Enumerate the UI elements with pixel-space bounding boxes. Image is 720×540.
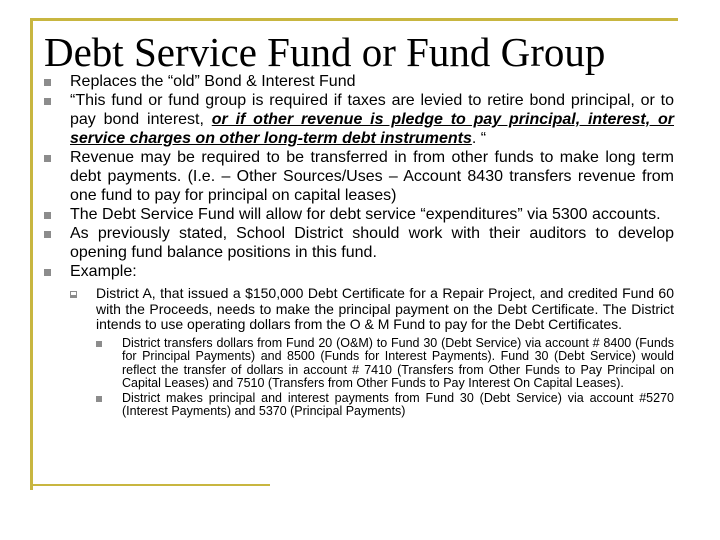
bullet-text: Example: bbox=[70, 263, 137, 280]
bullet-text: As previously stated, School District should work with their auditors to develop opening fund balance positions in this fund. bbox=[70, 225, 674, 261]
example-step-text: District makes principal and interest payments from Fund 30 (Debt Service) via account #5270 (Interest Payments) and 5370 (Principal Payments) bbox=[122, 390, 674, 419]
accent-horizontal-rule bbox=[30, 18, 678, 21]
bullet-item bbox=[44, 91, 674, 148]
example-text: District A, that issued a $150,000 Debt Certificate for a Repair Project, and credited Fund 60 with the Proceeds, needs to make the principal payment on the Debt Certificate. The District intends to use operating dollars from the O & M Fund to pay for the Debt Certificates. bbox=[96, 285, 674, 332]
square-bullet-icon bbox=[44, 269, 51, 276]
bullet-text: Revenue may be required to be transferred in from other funds to make long term debt payments. (I.e. – Other Sources/Uses – Account 8430 transfers revenue from one fund to pay for principal on capital leases) bbox=[70, 149, 674, 204]
bullet-text: The Debt Service Fund will allow for debt service “expenditures” via 5300 accounts. bbox=[70, 206, 661, 223]
example-step-text: District transfers dollars from Fund 20 (O&M) to Fund 30 (Debt Service) via account # 8400 (Funds for Principal Payments) and 8500 (Funds for Interest Payments). Fund 30 (Debt Service) would reflect the transfer of dollars in account # 7410 (Transfers from Other Funds to Pay Principal on Capital Leases) and 7510 (Transfers from Other Funds to Pay Interest On Capital Leases). bbox=[122, 335, 674, 391]
bullet-text bbox=[70, 91, 674, 148]
square-bullet-icon bbox=[96, 396, 102, 402]
quote-end: . “ bbox=[471, 130, 487, 147]
bullet-item bbox=[44, 262, 674, 281]
hollow-square-bullet-icon bbox=[70, 291, 77, 298]
bullet-item bbox=[44, 224, 674, 262]
square-bullet-icon bbox=[96, 341, 102, 347]
square-bullet-icon bbox=[44, 155, 51, 162]
accent-bottom-rule bbox=[30, 484, 270, 486]
sub-bullet-item bbox=[70, 286, 674, 333]
bullet-item bbox=[44, 72, 674, 91]
slide-title: Debt Service Fund or Fund Group bbox=[44, 29, 606, 75]
bullet-text: Replaces the “old” Bond & Interest Fund bbox=[70, 73, 356, 90]
accent-vertical-rule bbox=[30, 18, 33, 490]
bullet-item bbox=[44, 205, 674, 224]
sub-sub-bullet-item bbox=[96, 337, 674, 391]
square-bullet-icon bbox=[44, 98, 51, 105]
emphasized-quote-text: or if other revenue is pledge to pay principal, interest, or service charges on other long-term debt instruments bbox=[70, 111, 675, 147]
quote-text: “This fund or fund group is required if taxes are levied to retire bond principal, or to pay bond interest, bbox=[70, 92, 674, 128]
bullet-item bbox=[44, 148, 674, 205]
square-bullet-icon bbox=[44, 231, 51, 238]
sub-sub-bullet-item bbox=[96, 392, 674, 419]
square-bullet-icon bbox=[44, 212, 51, 219]
slide-content bbox=[44, 72, 674, 419]
square-bullet-icon bbox=[44, 79, 51, 86]
